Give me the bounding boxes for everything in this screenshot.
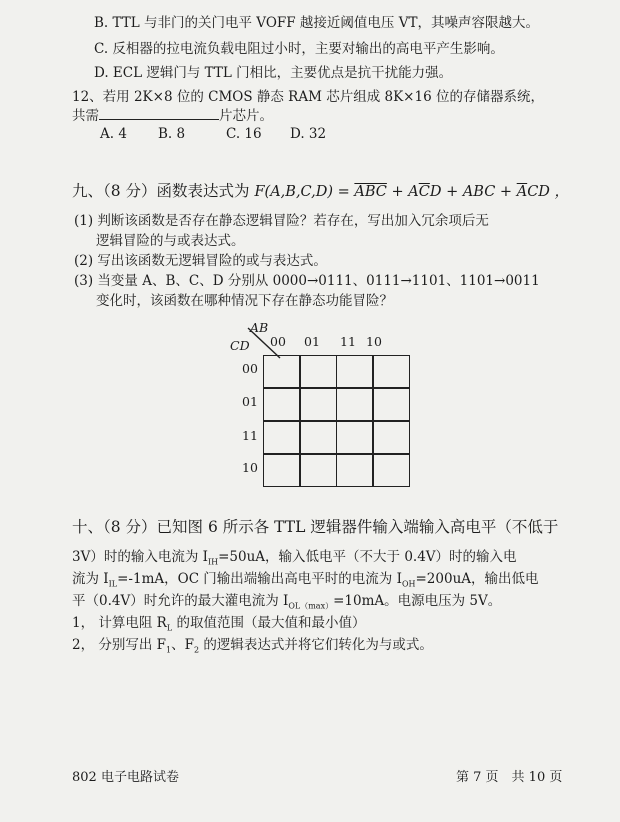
question-12-blank-line <box>72 106 273 125</box>
formula-term-2: $\overline{C}$ <box>418 184 430 200</box>
q1-text-rest: 的取值范围（最大值和最小值） <box>172 615 366 631</box>
section-9-q3-line2: 变化时，该函数在哪种情况下存在静态功能冒险？ <box>96 293 393 309</box>
option-c-text: C. 反相器的拉电流负载电阻过小时，主要对输出的高电平产生影响。 <box>94 41 504 57</box>
sink-current-value: =10mA。电源电压为 5V。 <box>333 593 502 609</box>
kmap-cell <box>299 355 337 388</box>
sub-ol-max: OL（max） <box>288 601 334 611</box>
kmap-row-label-01: 01 <box>242 394 258 409</box>
formula-term-3b: CD <box>527 184 550 200</box>
question-12-prefix: 共需 <box>72 108 99 124</box>
section-10-line3 <box>72 570 539 594</box>
section-10-q1 <box>72 614 365 638</box>
kmap-cell <box>336 388 374 421</box>
kmap-cell <box>299 388 337 421</box>
option-12-d: D. 32 <box>290 126 327 142</box>
q2-text: 2， 分别写出 F <box>72 637 167 653</box>
kmap-cell <box>299 421 337 454</box>
formula-term-1: $\overline{ABC}$ <box>354 184 387 200</box>
sub-f2: 2 <box>194 645 200 655</box>
input-low-current-text: 流为 I <box>72 571 109 587</box>
section-9-q1-line1: (1) 判断该函数是否存在静态逻辑冒险？若存在，写出加入冗余项后无 <box>74 213 489 229</box>
section-9-q3-line1: (3) 当变量 A、B、C、D 分别从 0000→0111、0111→1101、1101→0011 <box>74 273 540 289</box>
section-10-line2 <box>72 548 517 572</box>
kmap-cell <box>336 421 374 454</box>
section-10-q2 <box>72 636 433 660</box>
kmap-row-label-11: 11 <box>242 428 258 443</box>
sink-current-text: 平（0.4V）时允许的最大灌电流为 I <box>72 593 289 609</box>
kmap-col-label-10: 10 <box>366 334 382 349</box>
answer-blank <box>99 106 219 120</box>
section-10-line4 <box>72 592 501 616</box>
input-high-current-value: =50uA，输入低电平（不大于 0.4V）时的输入电 <box>218 549 517 565</box>
question-12-text: 12、若用 2K×8 位的 CMOS 静态 RAM 芯片组成 8K×16 位的存储器系统， <box>72 89 544 105</box>
formula-plus-2: D + ABC + <box>429 184 517 200</box>
formula-plus-1: + A <box>386 184 419 200</box>
sub-ih: IH <box>207 557 219 567</box>
kmap-row-label-00: 00 <box>242 361 258 376</box>
q1-text: 1， 计算电阻 R <box>72 615 167 631</box>
formula-term-3: $\overline{A}$ <box>516 184 528 200</box>
option-b-text: B. TTL 与非门的关门电平 VOFF 越接近阈值电压 VT，其噪声容限越大。 <box>94 15 539 31</box>
kmap-col-label-01: 01 <box>304 334 320 349</box>
kmap-cell <box>372 421 410 454</box>
kmap-col-label-11: 11 <box>340 334 356 349</box>
kmap-cell <box>263 421 301 454</box>
question-12-suffix: 片芯片。 <box>219 108 273 124</box>
section-10-heading: 十、（8 分）已知图 6 所示各 TTL 逻辑器件输入端输入高电平（不低于 <box>72 518 559 536</box>
formula-f: F(A,B,C,D) = <box>254 184 355 200</box>
kmap-cell <box>299 454 337 487</box>
section-9-title: 九、（8 分）函数表达式为 <box>72 182 250 200</box>
sub-f1: 1 <box>166 645 172 655</box>
kmap-cell <box>336 355 374 388</box>
option-d-text: D. ECL 逻辑门与 TTL 门相比，主要优点是抗干扰能力强。 <box>94 65 453 81</box>
sub-oh: OH <box>401 579 416 589</box>
section-9-q2: (2) 写出该函数无逻辑冒险的或与表达式。 <box>74 253 327 269</box>
kmap-cell <box>263 454 301 487</box>
kmap-cell <box>336 454 374 487</box>
kmap-cell <box>372 388 410 421</box>
sub-rl: L <box>166 623 173 633</box>
kmap-row-label-10: 10 <box>242 460 258 475</box>
kmap-row-var: CD <box>230 338 250 353</box>
formula-end: ， <box>549 184 570 200</box>
q2-text-rest: 的逻辑表达式并将它们转化为与或式。 <box>199 637 433 653</box>
section-9-heading <box>72 182 569 201</box>
oc-output-value: =200uA，输出低电 <box>415 571 539 587</box>
option-12-c: C. 16 <box>226 126 262 142</box>
kmap-col-label-00: 00 <box>270 334 286 349</box>
oc-output-text: =-1mA，OC 门输出端输出高电平时的电流为 I <box>117 571 402 587</box>
input-high-current-text: 3V）时的输入电流为 I <box>72 549 208 565</box>
kmap-cell <box>372 454 410 487</box>
kmap-col-var: AB <box>250 320 269 335</box>
footer-page-number: 第 7 页 共 10 页 <box>456 770 563 785</box>
kmap-cell <box>372 355 410 388</box>
option-12-b: B. 8 <box>158 126 186 142</box>
kmap-cell <box>263 355 301 388</box>
q2-mid: 、F <box>171 637 195 653</box>
footer-exam-title: 802 电子电路试卷 <box>72 770 179 785</box>
sub-il: IL <box>108 579 118 589</box>
option-12-a: A. 4 <box>100 126 127 142</box>
function-formula <box>254 184 569 200</box>
kmap-cell <box>263 388 301 421</box>
section-9-q1-line2: 逻辑冒险的与或表达式。 <box>96 233 245 249</box>
